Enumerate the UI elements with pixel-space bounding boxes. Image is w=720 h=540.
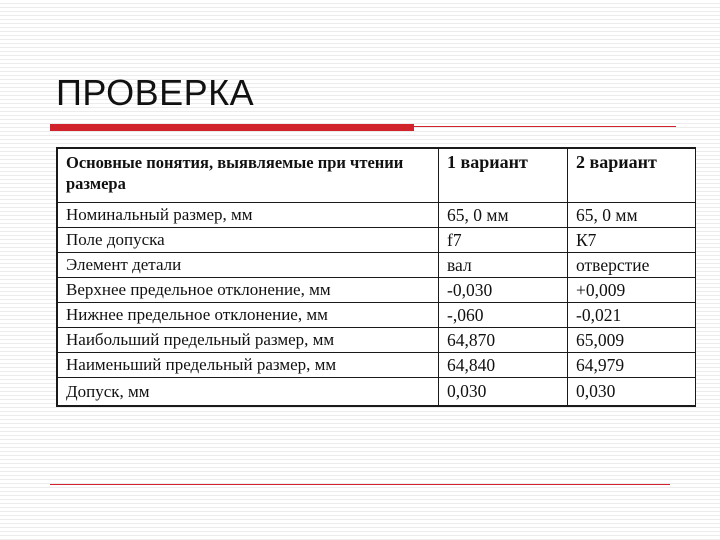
variant-2-value: 64,979 <box>568 353 696 378</box>
row-label: Наименьший предельный размер, мм <box>58 353 439 378</box>
table-row <box>58 278 696 303</box>
variant-2-value: отверстие <box>568 253 696 278</box>
table-header-row <box>58 149 696 203</box>
table-row <box>58 353 696 378</box>
table-row <box>58 378 696 406</box>
variant-1-value: 64,840 <box>439 353 568 378</box>
variant-1-value: 64,870 <box>439 328 568 353</box>
row-label: Наибольший предельный размер, мм <box>58 328 439 353</box>
variant-1-value: f7 <box>439 228 568 253</box>
variant-1-value: -0,030 <box>439 278 568 303</box>
variant-1-value: -,060 <box>439 303 568 328</box>
slide-title: ПРОВЕРКА <box>56 72 255 113</box>
row-label: Допуск, мм <box>58 378 439 406</box>
table-row <box>58 228 696 253</box>
table-row <box>58 203 696 228</box>
title-accent-bar <box>50 124 414 131</box>
variant-2-value: К7 <box>568 228 696 253</box>
header-variant-2: 2 вариант <box>568 149 696 203</box>
table-row <box>58 328 696 353</box>
table-row <box>58 253 696 278</box>
header-concepts: Основные понятия, выявляемые при чтении размера <box>58 149 439 203</box>
row-label: Номинальный размер, мм <box>58 203 439 228</box>
variant-1-value: 65, 0 мм <box>439 203 568 228</box>
variant-2-value: 0,030 <box>568 378 696 406</box>
variant-2-value: -0,021 <box>568 303 696 328</box>
table-row <box>58 303 696 328</box>
row-label: Верхнее предельное отклонение, мм <box>58 278 439 303</box>
tolerance-table <box>56 147 696 407</box>
title-underline <box>414 126 676 127</box>
header-variant-1: 1 вариант <box>439 149 568 203</box>
variant-2-value: +0,009 <box>568 278 696 303</box>
row-label: Поле допуска <box>58 228 439 253</box>
variant-2-value: 65,009 <box>568 328 696 353</box>
footer-rule <box>50 484 670 485</box>
row-label: Элемент детали <box>58 253 439 278</box>
variant-1-value: вал <box>439 253 568 278</box>
variant-1-value: 0,030 <box>439 378 568 406</box>
variant-2-value: 65, 0 мм <box>568 203 696 228</box>
row-label: Нижнее предельное отклонение, мм <box>58 303 439 328</box>
